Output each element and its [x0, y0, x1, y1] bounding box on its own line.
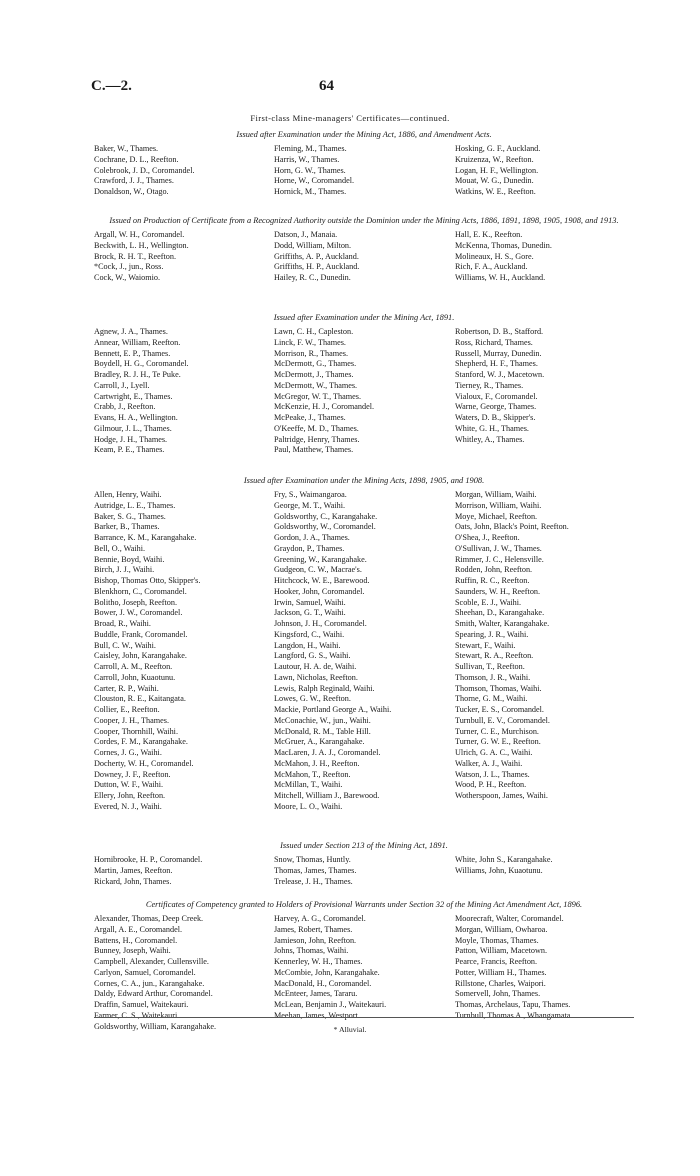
- list-item: Argall, W. H., Coromandel.: [94, 230, 185, 239]
- list-item: Rillstone, Charles, Waipori.: [455, 978, 546, 988]
- list-item: Downey, J. F., Reefton.: [94, 769, 171, 779]
- list-item: Graydon, P., Thames.: [274, 543, 345, 553]
- name-column: [455, 914, 634, 1032]
- list-item: Wotherspoon, James, Waihi.: [455, 791, 548, 800]
- name-column: [274, 327, 455, 456]
- section-heading: Issued under Section 213 of the Mining Act, 1891.: [280, 841, 448, 850]
- list-item: Russell, Murray, Dunedin.: [455, 348, 542, 358]
- list-item: O'Keeffe, M. D., Thames.: [274, 423, 359, 433]
- name-column: [455, 230, 634, 284]
- list-item: McDonald, R. M., Table Hill.: [274, 726, 371, 736]
- list-item: Oats, John, Black's Point, Reefton.: [455, 522, 569, 532]
- list-item: Somervell, John, Thames.: [455, 989, 541, 999]
- list-item: McDermott, W., Thames.: [274, 380, 358, 390]
- list-item: McMillan, T., Waihi.: [274, 780, 343, 790]
- list-item: Carroll, A. M., Reefton.: [94, 662, 173, 671]
- list-item: McCombie, John, Karangahake.: [274, 967, 380, 977]
- footnote: * Alluvial.: [333, 1025, 367, 1034]
- list-item: Morgan, William, Waihi.: [455, 490, 537, 499]
- list-item: Whitley, A., Thames.: [455, 434, 525, 444]
- list-item: Cornes, J. G., Waihi.: [94, 748, 162, 757]
- list-item: Dodd, William, Milton.: [274, 240, 352, 250]
- list-item: Clouston, R. E., Kaitangata.: [94, 694, 186, 704]
- name-column: [455, 490, 634, 813]
- list-item: MacDonald, H., Coromandel.: [274, 978, 372, 988]
- list-item: MacLaren, J. A. J., Coromandel.: [274, 748, 381, 757]
- list-item: Shepherd, H. F., Thames.: [455, 359, 538, 369]
- list-item: Bunney, Joseph, Waihi.: [94, 946, 171, 956]
- list-item: Paltridge, Henry, Thames.: [274, 434, 360, 444]
- list-item: Thomson, J. R., Waihi.: [455, 672, 531, 682]
- list-item: McKenzie, H. J., Coromandel.: [274, 402, 375, 412]
- list-item: Watson, J. L., Thames.: [455, 769, 530, 779]
- list-item: McLean, Benjamin J., Waitekauri.: [274, 1000, 387, 1009]
- list-item: Warne, George, Thames.: [455, 402, 537, 412]
- list-item: Brock, R. H. T., Reefton.: [94, 251, 177, 261]
- list-item: Patton, William, Macetown.: [455, 946, 548, 956]
- list-item: *Cock, J., jun., Ross.: [94, 262, 164, 272]
- list-item: Colebrook, J. D., Coromandel.: [94, 165, 195, 175]
- list-item: Thomas, Archelaus, Tapu, Thames.: [455, 1000, 571, 1009]
- list-item: Fleming, M., Thames.: [274, 144, 347, 153]
- list-item: Campbell, Alexander, Cullensville.: [94, 957, 209, 966]
- list-item: Collier, E., Reefton.: [94, 705, 160, 714]
- list-item: Morrison, R., Thames.: [274, 348, 348, 358]
- list-item: Draffin, Samuel, Waitekauri.: [94, 1000, 189, 1009]
- list-item: Morgan, William, Owharoa.: [455, 924, 548, 934]
- list-item: O'Sullivan, J. W., Thames.: [455, 543, 542, 553]
- list-item: Horne, W., Coromandel.: [274, 176, 355, 186]
- list-item: Rickard, John, Thames.: [94, 876, 172, 886]
- list-item: Ruffin, R. C., Reefton.: [455, 576, 530, 585]
- footnote-rule: [94, 1017, 634, 1018]
- list-item: Donaldson, W., Otago.: [94, 187, 169, 196]
- list-item: Kingsford, C., Waihi.: [274, 629, 345, 639]
- list-item: McMahon, J. H., Reefton.: [274, 758, 360, 768]
- list-item: Broad, R., Waihi.: [94, 619, 151, 628]
- list-item: White, John S., Karangahake.: [455, 855, 553, 864]
- list-item: Hailey, R. C., Dunedin.: [274, 273, 351, 282]
- list-item: O'Shea, J., Reefton.: [455, 533, 520, 542]
- list-item: Moore, L. O., Waihi.: [274, 801, 343, 811]
- name-column: [94, 230, 274, 284]
- name-column: [94, 144, 274, 198]
- list-item: Bradley, R. J. H., Te Puke.: [94, 370, 181, 379]
- section-exam-1898-1908: [94, 476, 634, 813]
- list-item: Mouat, W. G., Dunedin.: [455, 176, 534, 186]
- name-column: [274, 855, 455, 887]
- section-exam-1886: [94, 130, 634, 198]
- list-item: Daldy, Edward Arthur, Coromandel.: [94, 989, 213, 999]
- name-columns: [94, 855, 634, 887]
- list-item: Ross, Richard, Thames.: [455, 337, 533, 347]
- list-item: Mackie, Portland George A., Waihi.: [274, 705, 392, 714]
- name-columns: [94, 490, 634, 813]
- list-item: Dutton, W. F., Waihi.: [94, 780, 164, 790]
- list-item: Carter, R. P., Waihi.: [94, 683, 159, 693]
- list-item: Turnbull, E. V., Coromandel.: [455, 715, 550, 725]
- list-item: Cordes, F. M., Karangahake.: [94, 737, 188, 747]
- series-reference: C.—2.: [91, 78, 132, 94]
- name-column: [274, 230, 455, 284]
- list-item: Harvey, A. G., Coromandel.: [274, 914, 366, 923]
- list-item: Keam, P. E., Thames.: [94, 445, 165, 455]
- list-item: Kennerley, W. H., Thames.: [274, 957, 363, 966]
- name-column: [94, 327, 274, 456]
- list-item: Datson, J., Manaia.: [274, 230, 338, 239]
- list-item: Crabb, J., Reefton.: [94, 402, 156, 412]
- name-column: [94, 914, 274, 1032]
- list-item: Trelease, J. H., Thames.: [274, 876, 353, 886]
- list-item: Hall, E. K., Reefton.: [455, 230, 523, 239]
- section-213: [94, 841, 634, 887]
- list-item: McDermott, J., Thames.: [274, 370, 354, 379]
- name-column: [455, 855, 634, 887]
- list-item: Carlyon, Samuel, Coromandel.: [94, 967, 196, 977]
- list-item: Watkins, W. E., Reefton.: [455, 187, 536, 196]
- list-item: Carroll, J., Lyell.: [94, 380, 150, 390]
- list-item: Fry, S., Waimangaroa.: [274, 490, 347, 499]
- section-heading: Certificates of Competency granted to Holders of Provisional Warrants under Section 32 of the Mining Act Amendment Act, 1896.: [145, 900, 583, 909]
- name-column: [274, 490, 455, 813]
- list-item: Caisley, John, Karangahake.: [94, 651, 187, 661]
- section-heading: Issued after Examination under the Mining Act, 1886, and Amendment Acts.: [236, 130, 492, 139]
- list-item: Alexander, Thomas, Deep Creek.: [94, 914, 204, 923]
- list-item: Sheehan, D., Karangahake.: [455, 608, 545, 618]
- list-item: Barker, B., Thames.: [94, 522, 160, 532]
- list-item: Gudgeon, C. W., Macrae's.: [274, 565, 362, 575]
- list-item: Hodge, J. H., Thames.: [94, 434, 168, 444]
- list-item: Linck, F. W., Thames.: [274, 337, 346, 347]
- list-item: Carroll, John, Kuaotunu.: [94, 672, 176, 682]
- list-item: Jackson, G. T., Waihi.: [274, 608, 346, 618]
- list-item: Goldsworthy, C., Karangahake.: [274, 511, 378, 521]
- list-item: Hooker, John, Coromandel.: [274, 586, 365, 596]
- list-item: Williams, W. H., Auckland.: [455, 273, 546, 282]
- name-column: [455, 327, 634, 456]
- list-item: Smith, Walter, Karangahake.: [455, 619, 550, 628]
- list-item: Lautour, H. A. de, Waihi.: [274, 662, 357, 671]
- section-heading: Issued after Examination under the Mining Act, 1891.: [273, 313, 455, 322]
- list-item: Jamieson, John, Reefton.: [274, 935, 357, 945]
- list-item: Moye, Michael, Reefton.: [455, 511, 538, 521]
- list-item: Bennett, E. P., Thames.: [94, 348, 171, 358]
- list-item: Scoble, E. J., Waihi.: [455, 597, 522, 607]
- list-item: Evered, N. J., Waihi.: [94, 801, 162, 811]
- list-item: Evans, H. A., Wellington.: [94, 413, 178, 422]
- list-item: Wood, P. H., Reefton.: [455, 780, 527, 790]
- name-column: [94, 855, 274, 887]
- list-item: Moyle, Thomas, Thames.: [455, 935, 539, 945]
- list-item: Tierney, R., Thames.: [455, 380, 524, 390]
- list-item: Tucker, E. S., Coromandel.: [455, 705, 544, 714]
- list-item: Johns, Thomas, Waihi.: [274, 946, 349, 956]
- list-item: Spearing, J. R., Waihi.: [455, 629, 529, 639]
- list-item: Potter, William H., Thames.: [455, 967, 547, 977]
- list-item: Cochrane, D. L., Reefton.: [94, 154, 179, 164]
- list-item: Irwin, Samuel, Waihi.: [274, 597, 346, 607]
- list-item: Battens, H., Coromandel.: [94, 935, 178, 945]
- list-item: McGruer, A., Karangahake.: [274, 737, 365, 747]
- list-item: Cock, W., Waiomio.: [94, 273, 161, 282]
- list-item: Birch, J. J., Waihi.: [94, 565, 155, 575]
- list-item: Bennie, Boyd, Waihi.: [94, 554, 165, 564]
- list-item: Farmer, C. S., Waitekauri.: [94, 1010, 180, 1020]
- list-item: Turner, C. E., Murchison.: [455, 726, 539, 736]
- section-heading: Issued on Production of Certificate from a Recognized Authority outside the Dominion under the Mining Acts, 1886, 1891, 1898, 1905, 1908, and 1913.: [109, 216, 619, 225]
- list-item: Bull, C. W., Waihi.: [94, 640, 156, 650]
- list-item: Hornick, M., Thames.: [274, 187, 347, 196]
- list-item: Griffiths, A. P., Auckland.: [274, 251, 359, 261]
- list-item: Stanford, W. J., Macetown.: [455, 370, 545, 379]
- list-item: Stewart, F., Waihi.: [455, 640, 516, 650]
- name-column: [274, 914, 455, 1032]
- list-item: Langdon, H., Waihi.: [274, 640, 341, 650]
- section-provisional-warrants: [94, 900, 634, 1032]
- name-column: [455, 144, 634, 198]
- list-item: Snow, Thomas, Huntly.: [274, 855, 351, 864]
- list-item: Greening, W., Karangahake.: [274, 554, 367, 564]
- list-item: Mitchell, William J., Barewood.: [274, 791, 380, 800]
- list-item: Thomson, Thomas, Waihi.: [455, 683, 542, 693]
- list-item: Lawn, Nicholas, Reefton.: [274, 672, 358, 682]
- list-item: Crawford, J. J., Thames.: [94, 176, 174, 186]
- list-item: Baker, W., Thames.: [94, 144, 159, 153]
- list-item: Baker, S. G., Thames.: [94, 511, 166, 521]
- list-item: McDermott, G., Thames.: [274, 359, 357, 369]
- list-item: Griffiths, H. P., Auckland.: [274, 262, 360, 272]
- list-item: Lowes, G. W., Reefton.: [274, 694, 351, 704]
- list-item: McEnteer, James, Tararu.: [274, 989, 358, 999]
- list-item: Kruizenza, W., Reefton.: [455, 154, 534, 164]
- list-item: Langford, G. S., Waihi.: [274, 651, 351, 661]
- list-item: Sullivan, T., Reefton.: [455, 662, 525, 671]
- list-item: Agnew, J. A., Thames.: [94, 327, 168, 336]
- list-item: Gilmour, J. L., Thames.: [94, 423, 172, 433]
- list-item: Argall, A. E., Coromandel.: [94, 924, 183, 934]
- list-item: Martin, James, Reefton.: [94, 865, 173, 875]
- list-item: Hornibrooke, H. P., Coromandel.: [94, 855, 203, 864]
- list-item: White, G. H., Thames.: [455, 423, 529, 433]
- list-item: Lewis, Ralph Reginald, Waihi.: [274, 683, 375, 693]
- list-item: Waters, D. B., Skipper's.: [455, 413, 536, 422]
- list-item: Molineaux, H. S., Gore.: [455, 251, 534, 261]
- name-columns: [94, 914, 634, 1032]
- list-item: Rich, F. A., Auckland.: [455, 262, 528, 272]
- list-item: Hitchcock, W. E., Barewood.: [274, 576, 370, 585]
- list-item: Pearce, Francis, Reefton.: [455, 957, 538, 966]
- list-item: Harris, W., Thames.: [274, 154, 340, 164]
- list-item: Meehan, James, Westport.: [274, 1010, 360, 1020]
- list-item: Bower, J. W., Coromandel.: [94, 608, 183, 618]
- list-item: Moorecraft, Walter, Coromandel.: [455, 914, 564, 923]
- list-item: Cooper, J. H., Thames.: [94, 715, 170, 725]
- section-exam-1891: [94, 313, 634, 456]
- list-item: Johnson, J. H., Coromandel.: [274, 619, 367, 628]
- list-item: Cooper, Thornhill, Waihi.: [94, 726, 178, 736]
- list-item: Vialoux, F., Coromandel.: [455, 391, 538, 401]
- list-item: McMahon, T., Reefton.: [274, 769, 351, 779]
- list-item: Stewart, R. A., Reefton.: [455, 651, 534, 661]
- list-item: Bolitho, Joseph, Reefton.: [94, 597, 178, 607]
- list-item: Goldsworthy, William, Karangahake.: [94, 1021, 216, 1031]
- list-item: Robertson, D. B., Stafford.: [455, 327, 544, 336]
- list-item: McGregor, W. T., Thames.: [274, 391, 361, 401]
- list-item: Rimmer, J. C., Helensville.: [455, 554, 544, 564]
- list-item: Blenkhorn, C., Coromandel.: [94, 586, 187, 596]
- list-item: Morrison, William, Waihi.: [455, 500, 542, 510]
- page-title: First-class Mine-managers' Certificates—continued.: [250, 113, 450, 123]
- list-item: Thomas, James, Thames.: [274, 865, 357, 875]
- name-columns: [94, 230, 634, 284]
- list-item: Logan, H. F., Wellington.: [455, 165, 539, 175]
- list-item: Ellery, John, Reefton.: [94, 791, 166, 800]
- list-item: Beckwith, L. H., Wellington.: [94, 240, 189, 250]
- list-item: Allen, Henry, Waihi.: [94, 490, 162, 499]
- name-columns: [94, 327, 634, 456]
- list-item: Boydell, H. G., Coromandel.: [94, 359, 189, 369]
- name-column: [94, 490, 274, 813]
- list-item: Thorne, G. M., Waihi.: [455, 694, 528, 704]
- list-item: Autridge, L. E., Thames.: [94, 500, 176, 510]
- list-item: Saunders, W. H., Reefton.: [455, 586, 541, 596]
- name-column: [274, 144, 455, 198]
- list-item: Hosking, G. F., Auckland.: [455, 144, 541, 153]
- list-item: McPeake, J., Thames.: [274, 413, 346, 422]
- section-recognized-authority: [94, 216, 634, 284]
- list-item: Rodden, John, Reefton.: [455, 565, 533, 575]
- list-item: Ulrich, G. A. C., Waihi.: [455, 748, 533, 757]
- list-item: Cornes, C. A., jun., Karangahake.: [94, 978, 205, 988]
- list-item: Turnbull, Thomas A., Whangamata.: [455, 1010, 573, 1020]
- list-item: Gordon, J. A., Thames.: [274, 533, 350, 542]
- list-item: Williams, John, Kuaotunu.: [455, 865, 543, 875]
- list-item: Horn, G. W., Thames.: [274, 165, 346, 175]
- list-item: Docherty, W. H., Coromandel.: [94, 758, 194, 768]
- list-item: Cartwright, E., Thames.: [94, 391, 173, 401]
- list-item: Turner, G. W. E., Reefton.: [455, 737, 541, 747]
- list-item: Paul, Matthew, Thames.: [274, 445, 354, 455]
- list-item: Buddle, Frank, Coromandel.: [94, 629, 188, 639]
- list-item: Bishop, Thomas Otto, Skipper's.: [94, 576, 201, 585]
- list-item: Barrance, K. M., Karangahake.: [94, 533, 197, 542]
- list-item: Bell, O., Waihi.: [94, 543, 146, 553]
- list-item: McKenna, Thomas, Dunedin.: [455, 240, 552, 250]
- list-item: Lawn, C. H., Capleston.: [274, 327, 354, 336]
- name-columns: [94, 144, 634, 198]
- page-number: 64: [319, 78, 334, 94]
- list-item: George, M. T., Waihi.: [274, 500, 346, 510]
- list-item: Goldsworthy, W., Coromandel.: [274, 522, 376, 532]
- section-heading: Issued after Examination under the Mining Acts, 1898, 1905, and 1908.: [243, 476, 485, 485]
- list-item: Walker, A. J., Waihi.: [455, 758, 523, 768]
- list-item: James, Robert, Thames.: [274, 924, 353, 934]
- list-item: Annear, William, Reefton.: [94, 337, 181, 347]
- list-item: McConachie, W., jun., Waihi.: [274, 715, 371, 725]
